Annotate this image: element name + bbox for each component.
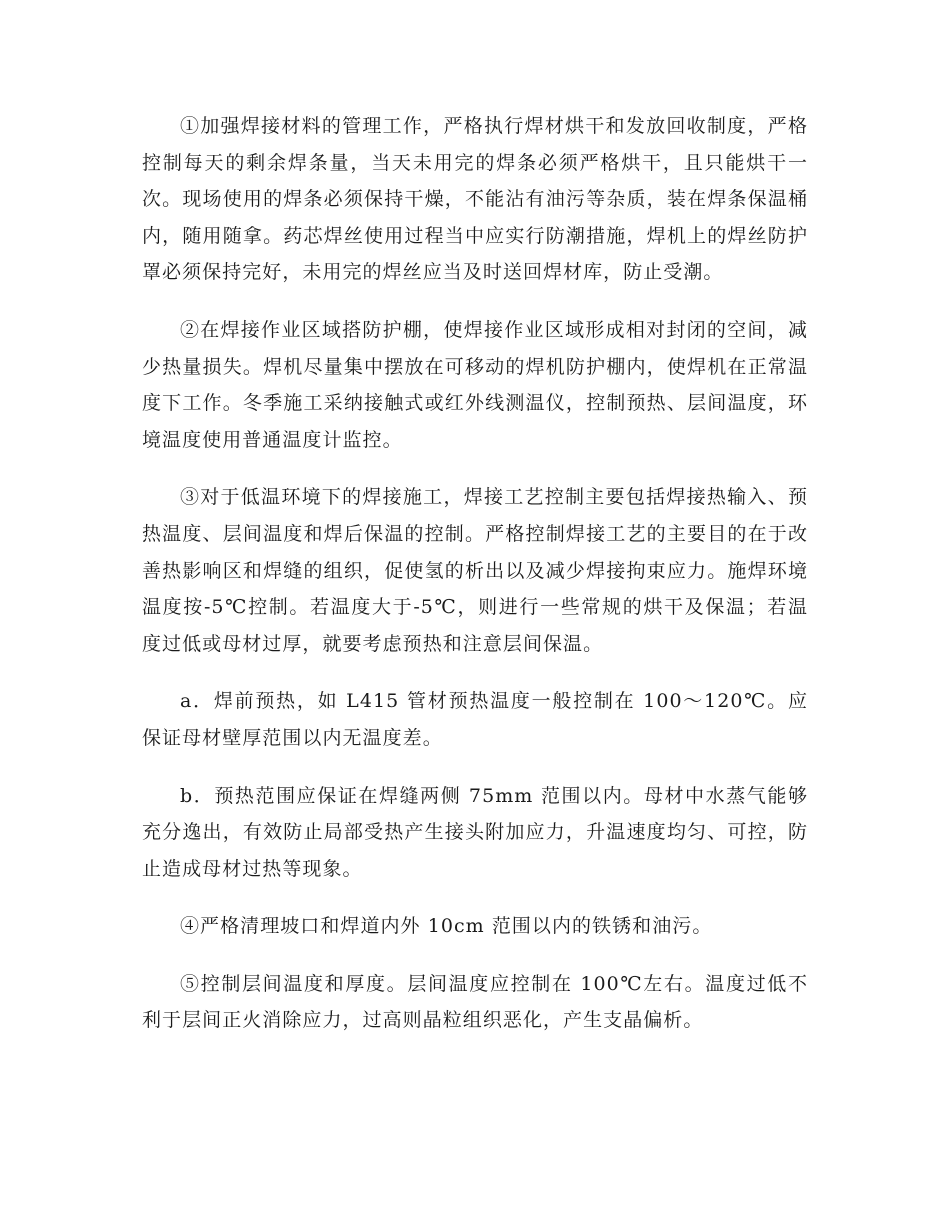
paragraph-4: ④严格清理坡口和焊道内外 10cm 范围以内的铁锈和油污。 [180,915,713,938]
paragraph-1: ①加强焊接材料的管理工作，严格执行焊材烘干和发放回收制度，严格控制每天的剩余焊条量，当天未用完的焊条必须严格烘干，且只能烘干一次。现场使用的焊条必须保持干燥，不能沾有油污等杂质，装在焊条保温桶内，随用随拿。药芯焊丝使用过程当中应实行防潮措施，焊机上的焊丝防护罩必须保持完好，未用完的焊丝应当及时送回焊材库，防止受潮。 [142,115,808,284]
paragraph-5: ⑤控制层间温度和厚度。层间温度应控制在 100℃左右。温度过低不利于层间正火消除应力，过高则晶粒组织恶化，产生支晶偏析。 [142,972,808,1032]
paragraph-b: b．预热范围应保证在焊缝两侧 75mm 范围以内。母材中水蒸气能够充分逸出，有效防止局部受热产生接头附加应力，升温速度均匀、可控，防止造成母材过热等现象。 [142,784,808,880]
paragraph-3: ③对于低温环境下的焊接施工，焊接工艺控制主要包括焊接热输入、预热温度、层间温度和焊后保温的控制。严格控制焊接工艺的主要目的在于改善热影响区和焊缝的组织，促使氢的析出以及减少焊接拘束应力。施焊环境温度按-5℃控制。若温度大于-5℃，则进行一些常规的烘干及保温；若温度过低或母材过厚，就要考虑预热和注意层间保温。 [142,486,808,655]
paragraph-a: a．焊前预热，如 L415 管材预热温度一般控制在 100～120℃。应保证母材壁厚范围以内无温度差。 [142,690,808,749]
document-body [142,108,808,1060]
paragraph-2: ②在焊接作业区域搭防护棚，使焊接作业区域形成相对封闭的空间，减少热量损失。焊机尽量集中摆放在可移动的焊机防护棚内，使焊机在正常温度下工作。冬季施工采纳接触式或红外线测温仪，控制预热、层间温度，环境温度使用普通温度计监控。 [142,318,808,451]
